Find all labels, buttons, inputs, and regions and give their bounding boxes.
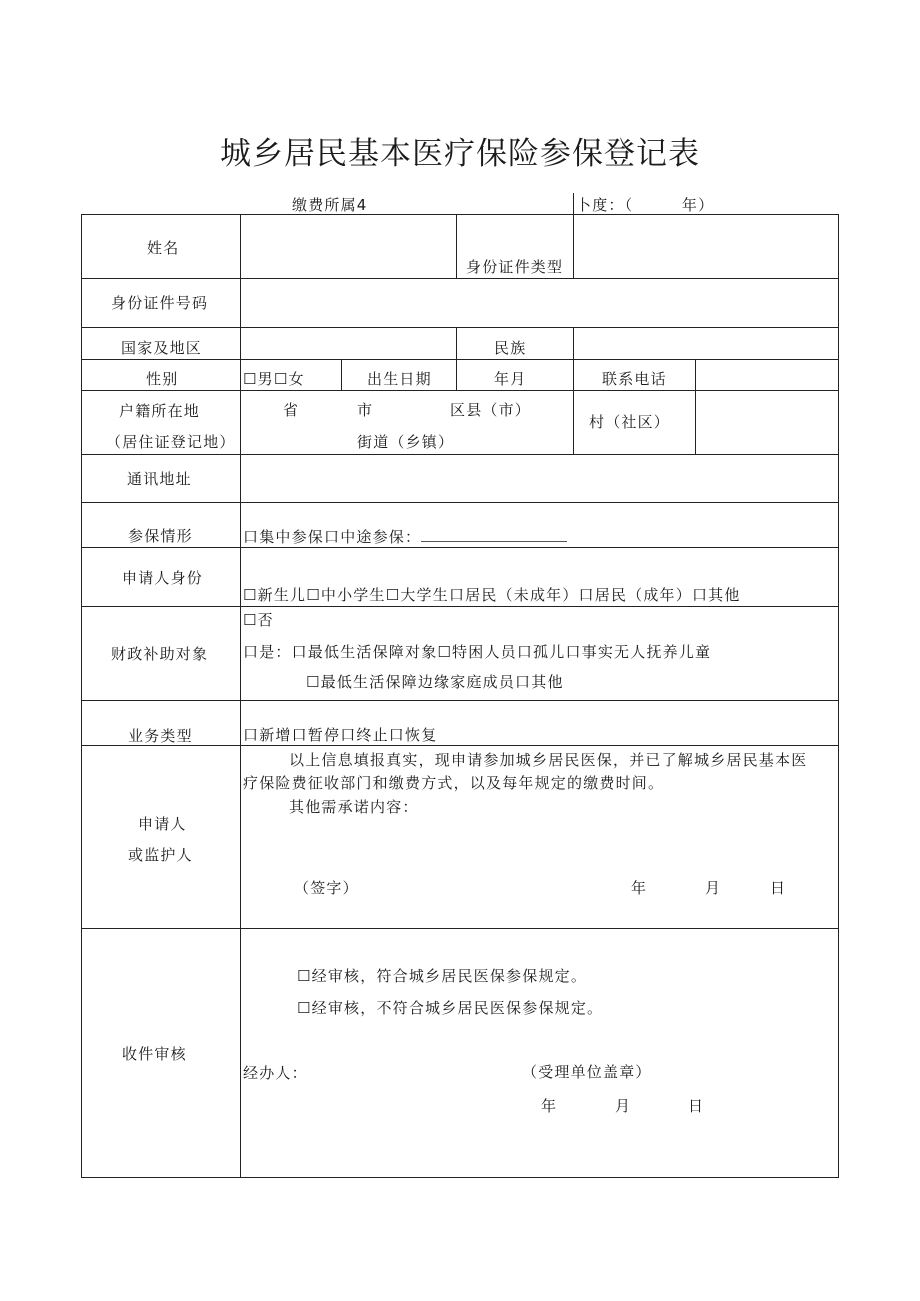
subsidy-no-option[interactable]: ☐否 <box>243 611 274 629</box>
ethnicity-input[interactable] <box>575 329 837 358</box>
gender-options[interactable]: ☐男☐女 <box>243 370 305 388</box>
stamp-label: （受理单位盖章） <box>522 1063 652 1081</box>
declaration-line-3: 其他需承诺内容： <box>289 798 419 816</box>
applicant-label: 申请人 <box>138 815 187 833</box>
household-village-input[interactable] <box>697 392 837 453</box>
fee-year-label: 缴费所属4 <box>292 196 368 214</box>
declaration-day[interactable]: 日 <box>770 879 787 897</box>
subsidy-yes-options[interactable]: 口是：口最低生活保障对象☐特困人员口孤儿口事实无人抚养儿童 <box>243 643 712 661</box>
midway-date-blank[interactable] <box>421 529 567 542</box>
country-input[interactable] <box>242 329 455 358</box>
id-type-label: 身份证件类型 <box>466 258 564 276</box>
signature-field[interactable]: （签字） <box>294 879 359 897</box>
household-label: 户籍所在地 <box>119 402 201 420</box>
declaration-line-1: 以上信息填报真实，现申请参加城乡居民医保，并已了解城乡居民基本医 <box>289 751 808 769</box>
review-year[interactable]: 年 <box>541 1097 558 1115</box>
household-city[interactable]: 市 <box>357 401 374 419</box>
insured-situation-text: 口集中参保口中途参保： <box>243 528 422 546</box>
subsidy-label: 财政补助对象 <box>111 645 209 663</box>
insured-situation-label: 参保情形 <box>128 527 193 545</box>
birth-date-label: 出生日期 <box>367 370 432 388</box>
household-village[interactable]: 村（社区） <box>589 413 671 431</box>
page-title: 城乡居民基本医疗保险参保登记表 <box>220 136 700 172</box>
birth-date-input[interactable]: 年月 <box>494 370 527 388</box>
subsidy-yes-options-extra[interactable]: ☐最低生活保障边缘家庭成员口其他 <box>306 673 564 691</box>
id-number-label: 身份证件号码 <box>111 294 209 312</box>
declaration-month[interactable]: 月 <box>705 879 722 897</box>
mail-address-input[interactable] <box>242 456 837 501</box>
phone-input[interactable] <box>697 361 837 389</box>
review-month[interactable]: 月 <box>615 1097 632 1115</box>
review-day[interactable]: 日 <box>688 1097 705 1115</box>
mail-address-label: 通讯地址 <box>127 470 192 488</box>
review-fail-option[interactable]: ☐经审核，不符合城乡居民医保参保规定。 <box>297 999 604 1017</box>
country-label: 国家及地区 <box>121 339 203 357</box>
phone-label: 联系电话 <box>602 370 667 388</box>
declaration-year[interactable]: 年 <box>631 879 648 897</box>
insured-situation-options[interactable] <box>243 528 567 546</box>
household-street[interactable]: 街道（乡镇） <box>357 433 455 451</box>
household-province[interactable]: 省 <box>283 401 300 419</box>
name-input[interactable] <box>242 216 455 277</box>
handler-label: 经办人： <box>243 1064 308 1082</box>
review-pass-option[interactable]: ☐经审核，符合城乡居民医保参保规定。 <box>297 967 588 985</box>
id-number-input[interactable] <box>242 280 837 326</box>
gender-label: 性别 <box>146 370 179 388</box>
applicant-identity-options[interactable]: ☐新生儿☐中小学生☐大学生口居民（未成年）口居民（成年）口其他 <box>243 586 741 604</box>
household-district[interactable]: 区县（市） <box>450 401 532 419</box>
ethnicity-label: 民族 <box>494 339 527 357</box>
review-label: 收件审核 <box>122 1045 187 1063</box>
declaration-line-2: 疗保险费征收部门和缴费方式，以及每年规定的缴费时间。 <box>243 774 665 792</box>
household-sub-label: （居住证登记地） <box>106 433 236 451</box>
fee-year-field[interactable]: 卜度：（ 年） <box>576 196 715 214</box>
header-divider <box>573 193 574 215</box>
name-label: 姓名 <box>147 239 180 257</box>
guardian-label: 或监护人 <box>128 846 193 864</box>
applicant-identity-label: 申请人身份 <box>122 569 204 587</box>
business-type-label: 业务类型 <box>128 727 193 745</box>
business-type-options[interactable]: 口新增口暂停口终止口恢复 <box>243 726 438 744</box>
id-type-input[interactable] <box>575 216 837 277</box>
